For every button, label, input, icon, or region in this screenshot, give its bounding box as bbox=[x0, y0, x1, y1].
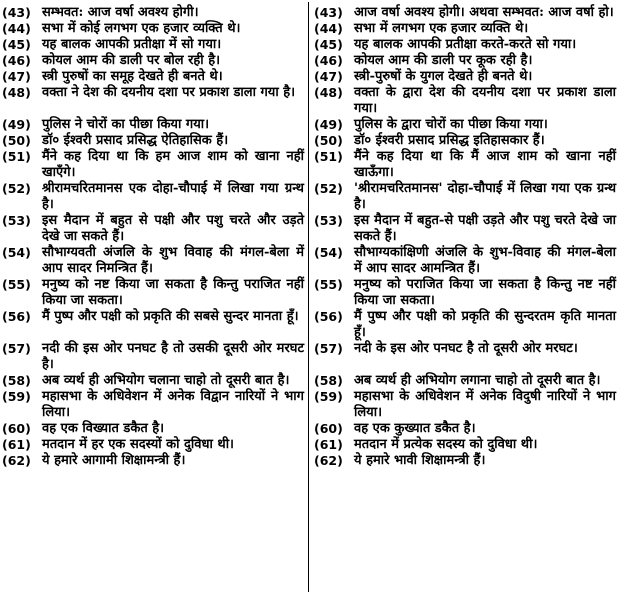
sentence-number: (48) bbox=[2, 85, 31, 100]
sentence-number: (46) bbox=[2, 53, 31, 68]
sentence-item bbox=[314, 421, 620, 437]
sentence-number: (62) bbox=[314, 453, 343, 468]
sentence-text: स्त्री-पुरुषों के युगल देखते ही बनते थे। bbox=[354, 69, 533, 84]
incorrect-sentences-column bbox=[2, 5, 308, 469]
sentence-text: मैं पुष्प और पक्षी को प्रकृति की सुन्दरतम कृति मानता हूँ। bbox=[354, 309, 616, 340]
sentence-number: (56) bbox=[314, 309, 343, 324]
sentence-text: सौभाग्यवती अंजलि के शुभ विवाह की मंगल-बेला में आप सादर निमन्त्रित हैं। bbox=[42, 245, 304, 276]
sentence-text: यह बालक आपकी प्रतीक्षा करते-करते सो गया। bbox=[354, 37, 577, 52]
sentence-number: (54) bbox=[2, 245, 31, 260]
sentence-item bbox=[314, 21, 620, 37]
sentence-item bbox=[314, 309, 620, 341]
sentence-text: अब व्यर्थ ही अभियोग चलाना चाहो तो दूसरी बात है। bbox=[42, 373, 290, 388]
sentence-text: मनुष्य को नष्ट किया जा सकता है किन्तु पराजित नहीं किया जा सकता। bbox=[42, 277, 304, 308]
sentence-item bbox=[314, 277, 620, 309]
sentence-number: (50) bbox=[314, 133, 343, 148]
sentence-text: मैंने कह दिया था कि मैं आज शाम को खाना नहीं खाऊँगा। bbox=[354, 149, 616, 180]
sentence-item bbox=[314, 437, 620, 453]
sentence-number: (53) bbox=[314, 213, 343, 228]
sentence-number: (58) bbox=[2, 373, 31, 388]
sentence-number: (48) bbox=[314, 85, 343, 100]
sentence-text: कोयल आम की डाली पर बोल रही है। bbox=[42, 53, 221, 68]
sentence-item bbox=[314, 453, 620, 469]
sentence-text: पुलिस के द्वारा चोरों का पीछा किया गया। bbox=[354, 117, 548, 132]
sentence-text: सम्भवत: आज वर्षा अवश्य होगी। bbox=[42, 5, 199, 20]
corrected-sentences-column bbox=[314, 5, 620, 469]
sentence-number: (51) bbox=[314, 149, 343, 164]
sentence-item bbox=[314, 69, 620, 85]
sentence-item bbox=[314, 245, 620, 277]
sentence-number: (54) bbox=[314, 245, 343, 260]
sentence-text: आज वर्षा अवश्य होगी। अथवा सम्भवत: आज वर्षा हो। bbox=[354, 5, 614, 20]
sentence-item bbox=[314, 181, 620, 213]
sentence-text: अब व्यर्थ ही अभियोग लगाना चाहो तो दूसरी बात है। bbox=[354, 373, 601, 388]
sentence-text: मतदान में प्रत्येक सदस्य को दुविधा थी। bbox=[354, 437, 538, 452]
sentence-number: (57) bbox=[314, 341, 343, 356]
sentence-number: (49) bbox=[314, 117, 343, 132]
sentence-number: (43) bbox=[2, 5, 31, 20]
sentence-number: (57) bbox=[2, 341, 31, 356]
sentence-number: (50) bbox=[2, 133, 31, 148]
sentence-number: (47) bbox=[314, 69, 343, 84]
sentence-item bbox=[2, 421, 308, 437]
sentence-number: (45) bbox=[314, 37, 343, 52]
sentence-number: (56) bbox=[2, 309, 31, 324]
sentence-text: 'श्रीरामचरितमानस' दोहा-चौपाई में लिखा गया एक ग्रन्थ है। bbox=[354, 181, 616, 212]
sentence-item bbox=[2, 5, 308, 21]
sentence-item bbox=[2, 21, 308, 37]
sentence-item bbox=[314, 85, 620, 117]
sentence-text: महासभा के अधिवेशन में अनेक विदुषी नारियों ने भाग लिया। bbox=[354, 389, 616, 420]
sentence-item bbox=[2, 37, 308, 53]
sentence-item bbox=[314, 389, 620, 421]
sentence-number: (61) bbox=[2, 437, 31, 452]
sentence-number: (45) bbox=[2, 37, 31, 52]
sentence-item bbox=[2, 85, 308, 117]
sentence-number: (53) bbox=[2, 213, 31, 228]
sentence-item bbox=[2, 245, 308, 277]
sentence-item bbox=[2, 213, 308, 245]
sentence-item bbox=[314, 117, 620, 133]
sentence-item bbox=[2, 309, 308, 341]
sentence-number: (59) bbox=[2, 389, 31, 404]
sentence-text: श्रीरामचरितमानस एक दोहा-चौपाई में लिखा गया ग्रन्थ है। bbox=[42, 181, 304, 212]
sentence-text: यह बालक आपकी प्रतीक्षा में सो गया। bbox=[42, 37, 222, 52]
sentence-number: (44) bbox=[314, 21, 343, 36]
sentence-text: ये हमारे आगामी शिक्षामन्त्री हैं। bbox=[42, 453, 186, 468]
sentence-text: महासभा के अधिवेशन में अनेक विद्वान नारियों ने भाग लिया। bbox=[42, 389, 304, 420]
sentence-text: वह एक विख्यात डकैत है। bbox=[42, 421, 165, 436]
sentence-item bbox=[314, 149, 620, 181]
sentence-number: (52) bbox=[314, 181, 343, 196]
sentence-text: नदी की इस ओर पनघट है तो उसकी दूसरी ओर मरघट है। bbox=[42, 341, 304, 372]
sentence-number: (51) bbox=[2, 149, 31, 164]
sentence-item bbox=[2, 149, 308, 181]
sentence-item bbox=[2, 133, 308, 149]
sentence-text: वक्ता के द्वारा देश की दयनीय दशा पर प्रकाश डाला गया। bbox=[354, 85, 616, 116]
sentence-number: (43) bbox=[314, 5, 343, 20]
sentence-item bbox=[314, 213, 620, 245]
sentence-text: डॉ० ईश्वरी प्रसाद प्रसिद्ध ऐतिहासिक हैं। bbox=[42, 133, 229, 148]
sentence-text: नदी के इस ओर पनघट है तो दूसरी ओर मरघट। bbox=[354, 341, 578, 356]
sentence-item bbox=[2, 437, 308, 453]
sentence-text: मतदान में हर एक सदस्यों को दुविधा थी। bbox=[42, 437, 234, 452]
sentence-number: (59) bbox=[314, 389, 343, 404]
sentence-item bbox=[314, 373, 620, 389]
sentence-item bbox=[314, 133, 620, 149]
sentence-text: वक्ता ने देश की दयनीय दशा पर प्रकाश डाला गया है। bbox=[42, 85, 296, 100]
sentence-text: सभा में लगभग एक हजार व्यक्ति थे। bbox=[354, 21, 529, 36]
sentence-number: (47) bbox=[2, 69, 31, 84]
sentence-item bbox=[2, 181, 308, 213]
sentence-text: ये हमारे भावी शिक्षामन्त्री हैं। bbox=[354, 453, 486, 468]
sentence-text: स्त्री पुरुषों का समूह देखते ही बनते थे। bbox=[42, 69, 223, 84]
sentence-number: (60) bbox=[2, 421, 31, 436]
sentence-item bbox=[314, 341, 620, 373]
sentence-number: (58) bbox=[314, 373, 343, 388]
sentence-item bbox=[2, 389, 308, 421]
sentence-text: सौभाग्यकांक्षिणी अंजलि के शुभ-विवाह की मंगल-बेला में आप सादर आमन्त्रित हैं। bbox=[354, 245, 616, 276]
sentence-number: (61) bbox=[314, 437, 343, 452]
sentence-number: (60) bbox=[314, 421, 343, 436]
sentence-item bbox=[2, 53, 308, 69]
sentence-text: वह एक कुख्यात डकैत है। bbox=[354, 421, 476, 436]
sentence-item bbox=[2, 69, 308, 85]
sentence-text: इस मैदान में बहुत से पक्षी और पशु चरते और उड़ते देखे जा सकते हैं। bbox=[42, 213, 304, 244]
sentence-number: (46) bbox=[314, 53, 343, 68]
sentence-text: पुलिस ने चोरों का पीछा किया गया। bbox=[42, 117, 210, 132]
sentence-text: सभा में कोई लगभग एक हजार व्यक्ति थे। bbox=[42, 21, 241, 36]
sentence-number: (55) bbox=[2, 277, 31, 292]
sentence-number: (49) bbox=[2, 117, 31, 132]
sentence-number: (44) bbox=[2, 21, 31, 36]
sentence-number: (62) bbox=[2, 453, 31, 468]
sentence-text: मनुष्य को पराजित किया जा सकता है किन्तु नष्ट नहीं किया जा सकता। bbox=[354, 277, 616, 308]
sentence-text: इस मैदान में बहुत-से पक्षी उड़ते और पशु चरते देखे जा सकते हैं। bbox=[354, 213, 616, 244]
sentence-item bbox=[314, 37, 620, 53]
sentence-text: कोयल आम की डाली पर कूक रही है। bbox=[354, 53, 533, 68]
sentence-item bbox=[2, 373, 308, 389]
sentence-item bbox=[2, 341, 308, 373]
sentence-text: मैं पुष्प और पक्षी को प्रकृति की सबसे सुन्दर मानता हूँ। bbox=[42, 309, 299, 324]
sentence-item bbox=[314, 5, 620, 21]
sentence-item bbox=[2, 117, 308, 133]
sentence-item bbox=[2, 277, 308, 309]
sentence-number: (52) bbox=[2, 181, 31, 196]
sentence-item bbox=[2, 453, 308, 469]
sentence-item bbox=[314, 53, 620, 69]
column-divider bbox=[308, 2, 309, 592]
sentence-number: (55) bbox=[314, 277, 343, 292]
sentence-text: मैंने कह दिया था कि हम आज शाम को खाना नहीं खाएँगे। bbox=[42, 149, 304, 180]
sentence-text: डॉ० ईश्वरी प्रसाद प्रसिद्ध इतिहासकार हैं। bbox=[354, 133, 545, 148]
